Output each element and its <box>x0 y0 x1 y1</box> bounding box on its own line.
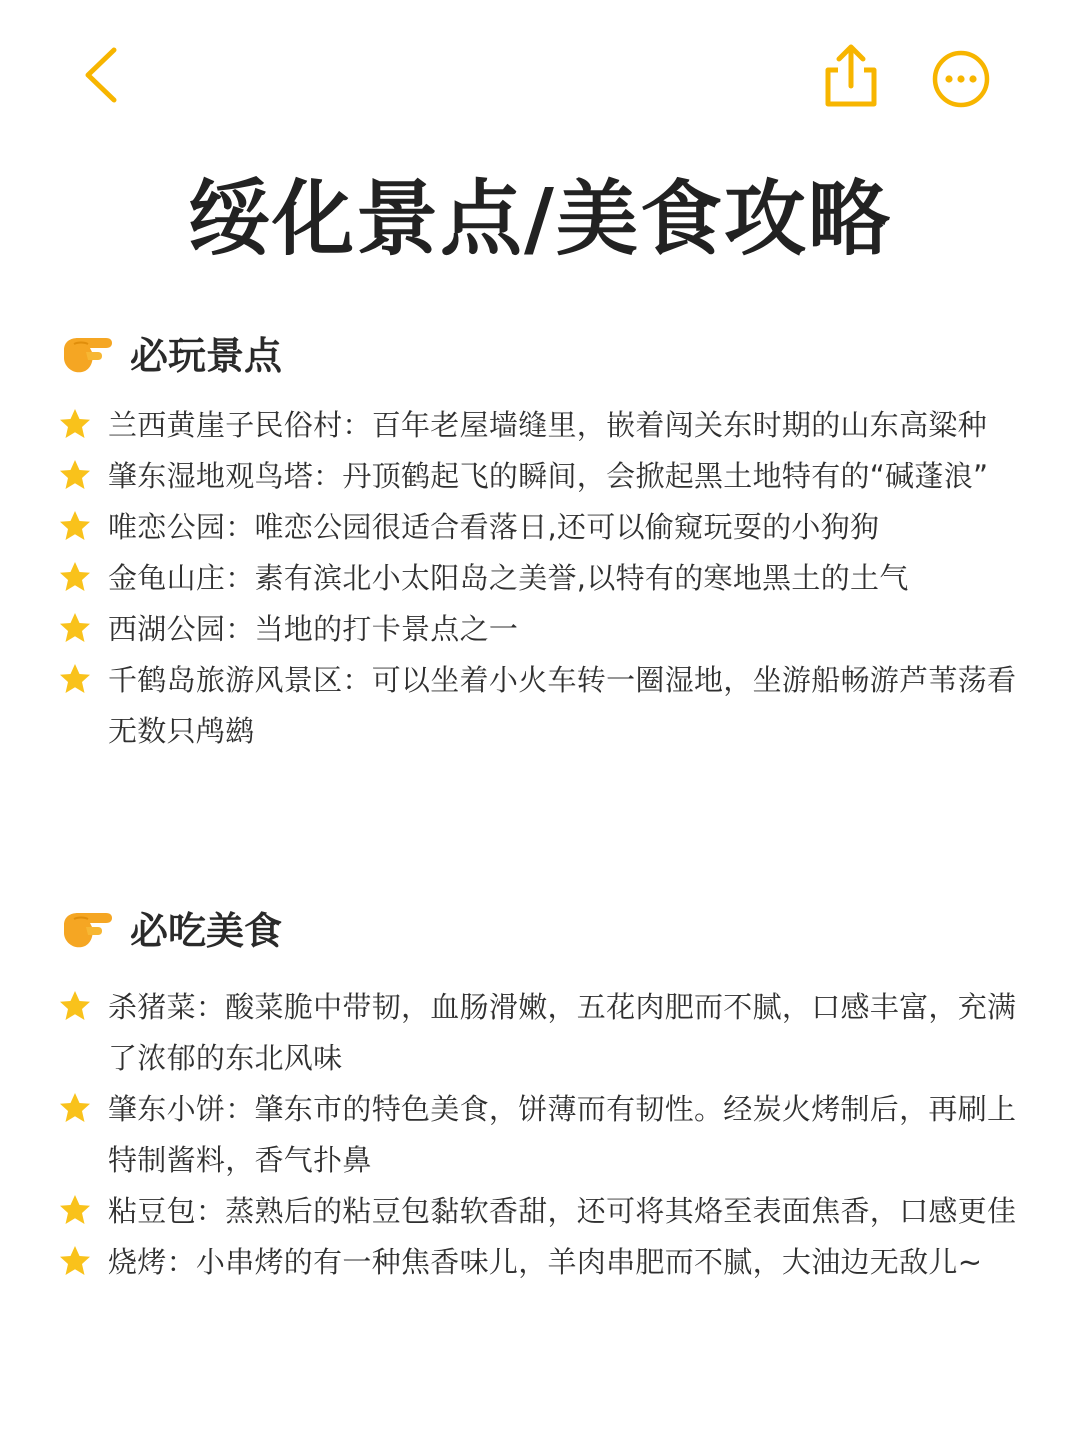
star-icon <box>58 458 92 492</box>
pointing-hand-icon <box>60 328 116 376</box>
pointing-hand-icon <box>60 903 116 951</box>
star-icon <box>58 1091 92 1125</box>
section-heading-attractions <box>60 322 282 382</box>
chevron-left-icon <box>72 42 132 108</box>
star-icon <box>58 611 92 645</box>
list-item <box>58 1084 1028 1186</box>
list-item-text: 肇东湿地观鸟塔：丹顶鹤起飞的瞬间，会掀起黑土地特有的“碱蓬浪” <box>108 459 989 493</box>
food-list <box>58 982 1028 1288</box>
list-item-text: 杀猪菜：酸菜脆中带韧，血肠滑嫩，五花肉肥而不腻，口感丰富，充满了浓郁的东北风味 <box>108 990 1017 1075</box>
list-item-text: 肇东小饼：肇东市的特色美食，饼薄而有韧性。经炭火烤制后，再刷上特制酱料，香气扑鼻 <box>108 1092 1017 1177</box>
star-icon <box>58 662 92 696</box>
attractions-list <box>58 400 1028 757</box>
list-item-text: 兰西黄崖子民俗村：百年老屋墙缝里，嵌着闯关东时期的山东高粱种 <box>108 408 988 442</box>
section-heading-label: 必吃美食 <box>130 908 283 953</box>
list-item <box>58 982 1028 1084</box>
list-item <box>58 1237 1028 1288</box>
list-item-text: 西湖公园：当地的打卡景点之一 <box>108 612 519 646</box>
list-item <box>58 451 1028 502</box>
star-icon <box>58 560 92 594</box>
list-item <box>58 655 1028 757</box>
list-item-text: 粘豆包：蒸熟后的粘豆包黏软香甜，还可将其烙至表面焦香，口感更佳 <box>108 1194 1017 1228</box>
section-heading-food <box>60 897 282 957</box>
more-button[interactable] <box>928 46 994 112</box>
share-icon <box>818 40 884 110</box>
star-icon <box>58 1244 92 1278</box>
list-item-text: 金龟山庄：素有滨北小太阳岛之美誉,以特有的寒地黑土的土气 <box>108 561 909 595</box>
section-heading-label: 必玩景点 <box>130 333 283 378</box>
star-icon <box>58 989 92 1023</box>
list-item <box>58 604 1028 655</box>
list-item <box>58 502 1028 553</box>
more-horizontal-icon <box>928 46 994 112</box>
list-item-text: 烧烤：小串烤的有一种焦香味儿，羊肉串肥而不腻，大油边无敌儿~ <box>108 1245 983 1279</box>
list-item <box>58 400 1028 451</box>
star-icon <box>58 407 92 441</box>
top-bar <box>0 0 1080 150</box>
back-button[interactable] <box>72 42 132 108</box>
share-button[interactable] <box>818 40 884 110</box>
list-item <box>58 1186 1028 1237</box>
star-icon <box>58 509 92 543</box>
page-title: 绥化景点/美食攻略 <box>188 172 892 267</box>
list-item-text: 千鹤岛旅游风景区：可以坐着小火车转一圈湿地，坐游船畅游芦苇荡看无数只鸬鹚 <box>108 663 1017 748</box>
star-icon <box>58 1193 92 1227</box>
list-item <box>58 553 1028 604</box>
list-item-text: 唯恋公园：唯恋公园很适合看落日,还可以偷窥玩耍的小狗狗 <box>108 510 880 544</box>
